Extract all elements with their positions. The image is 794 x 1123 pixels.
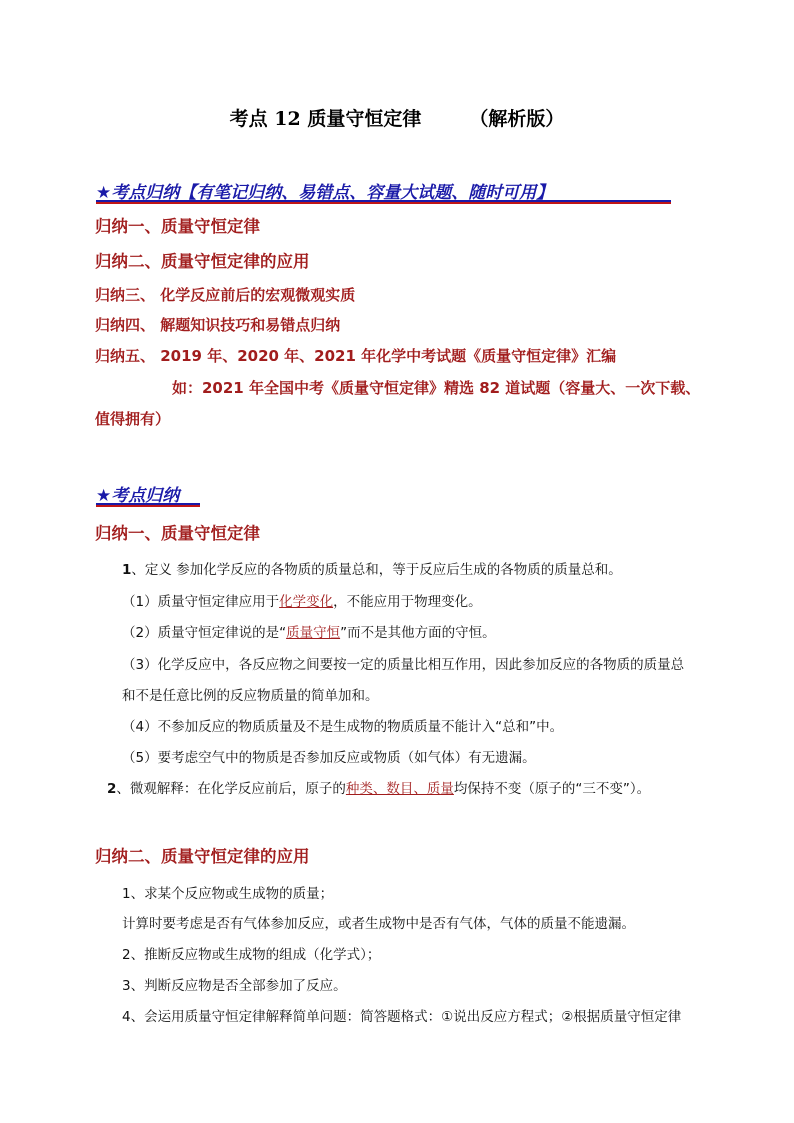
section2-heading: 归纳二、质量守恒定律的应用 [95, 847, 310, 866]
toc-item-2: 归纳二、质量守恒定律的应用 [95, 252, 310, 271]
item-5: （5）要考虑空气中的物质是否参加反应或物质（如气体）有无遗漏。 [122, 750, 536, 766]
item-4: （4）不参加反应的物质质量及不是生成物的物质质量不能计入“总和”中。 [122, 719, 564, 735]
toc-item-3: 归纳三、 化学反应前后的宏观微观实质 [95, 286, 356, 304]
summary-banner-text: 考点归纳【有笔记归纳、易错点、容量大试题、随时可用】 [111, 183, 554, 203]
summary-banner-underline [96, 200, 671, 204]
micro-number: 2 [107, 781, 117, 797]
micro-pre: 、微观解释：在化学反应前后，原子的 [116, 781, 346, 797]
section2-line-3: 2、推断反应物或生成物的组成（化学式）； [122, 947, 381, 963]
micro-explanation [107, 777, 650, 797]
section-banner-underline [96, 503, 200, 507]
micro-keyword: 种类、数目、质量 [345, 781, 454, 797]
item-2 [122, 621, 496, 641]
page-title [0, 104, 794, 131]
toc-item-5: 归纳五、 2019 年、2020 年、2021 年化学中考试题《质量守恒定律》汇编 [95, 347, 617, 365]
toc-note-line2: 值得拥有） [95, 410, 171, 428]
section2-line-4: 3、判断反应物是否全部参加了反应。 [122, 978, 347, 994]
item-2-keyword: 质量守恒 [286, 625, 341, 641]
section2-line-2: 计算时要考虑是否有气体参加反应，或者生成物中是否有气体，气体的质量不能遗漏。 [122, 916, 635, 932]
item-3-line1: （3）化学反应中，各反应物之间要按一定的质量比相互作用，因此参加反应的各物质的质量总 [122, 657, 685, 673]
item-1 [122, 590, 482, 610]
toc-item-4: 归纳四、 解题知识技巧和易错点归纳 [95, 316, 341, 334]
definition-number: 1 [122, 562, 132, 578]
toc-item-1: 归纳一、质量守恒定律 [95, 217, 260, 236]
section-banner-text: 考点归纳 [111, 486, 180, 506]
section1-heading: 归纳一、质量守恒定律 [95, 524, 260, 543]
section2-line-5: 4、会运用质量守恒定律解释简单问题：简答题格式：①说出反应方程式；②根据质量守恒定律 [122, 1009, 682, 1025]
definition-line [122, 558, 622, 578]
item-1-keyword: 化学变化 [279, 594, 334, 610]
star-icon: ★ [96, 486, 112, 506]
item-1-post: ，不能应用于物理变化。 [333, 594, 482, 610]
section2-line-1: 1、求某个反应物或生成物的质量； [122, 886, 334, 902]
definition-text: 、定义 参加化学反应的各物质的质量总和，等于反应后生成的各物质的质量总和。 [131, 562, 622, 578]
item-3-line2: 和不是任意比例的反应物质量的简单加和。 [122, 688, 379, 704]
title-sub: （解析版） [469, 108, 565, 130]
toc-note-line1: 如：2021 年全国中考《质量守恒定律》精选 82 道试题（容量大、一次下载、 [172, 379, 701, 397]
item-2-post: ”而不是其他方面的守恒。 [340, 625, 496, 641]
title-main: 考点 12 质量守恒定律 [229, 108, 422, 130]
item-1-pre: （1）质量守恒定律应用于 [122, 594, 280, 610]
item-2-pre: （2）质量守恒定律说的是“ [122, 625, 287, 641]
star-icon: ★ [96, 183, 112, 203]
micro-post: 均保持不变（原子的“三不变”）。 [453, 781, 651, 797]
